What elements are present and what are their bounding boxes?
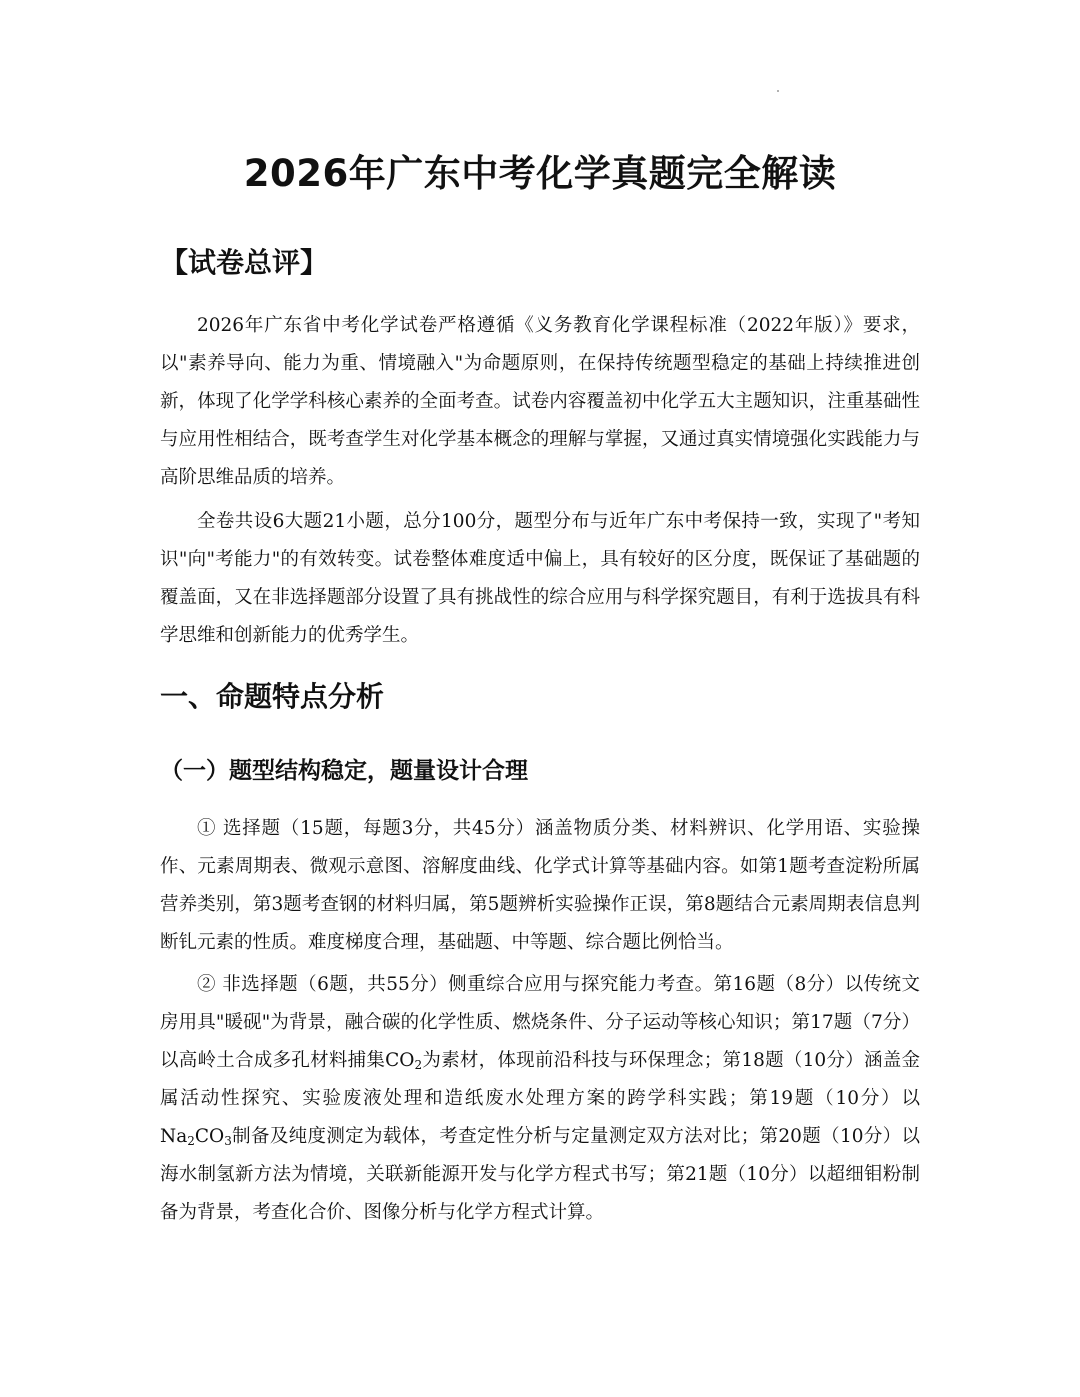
page-title: 2026年广东中考化学真题完全解读 [243,152,837,195]
item-non-choice [160,966,920,1232]
item-non-choice-text-3: CO [194,1126,225,1147]
review-paragraph-2: 全卷共设6大题21小题，总分100分，题型分布与近年广东中考保持一致，实现了"考知识"向"考能力"的有效转变。试卷整体难度适中偏上，具有较好的区分度，既保证了基础题的覆盖面，又在非选择题部分设置了具有挑战性的综合应用与科学探究题目，有利于选拔具有科学思维和创新能力的优秀学生。 [160,511,920,646]
review-heading: 【试卷总评】 [160,246,329,279]
review-paragraph-1: 2026年广东省中考化学试卷严格遵循《义务教育化学课程标准（2022年版）》要求，以"素养导向、能力为重、情境融入"为命题原则，在保持传统题型稳定的基础上持续推进创新，体现了化学学科核心素养的全面考查。试卷内容覆盖初中化学五大主题知识，注重基础性与应用性相结合，既考查学生对化学基本概念的理解与掌握，又通过真实情境强化实践能力与高阶思维品质的培养。 [160,315,920,488]
scan-speck [777,90,779,92]
item-multiple-choice: ① 选择题（15题，每题3分，共45分）涵盖物质分类、材料辨识、化学用语、实验操作、元素周期表、微观示意图、溶解度曲线、化学式计算等基础内容。如第1题考查淀粉所属营养类别，第3题考查钢的材料归属，第5题辨析实验操作正误，第8题结合元素周期表信息判断钆元素的性质。难度梯度合理，基础题、中等题、综合题比例恰当。 [160,818,920,953]
section-heading: 一、命题特点分析 [160,680,385,713]
na-subscript: 2 [187,1134,195,1148]
co2-subscript: 2 [414,1058,423,1072]
item-non-choice-text-2: 为素材，体现前沿科技与环保理念；第18题（10分）涵盖金属活动性探究、实验废液处理和造纸废水处理方案的跨学科实践；第19题（10分）以Na [160,1050,920,1147]
co3-subscript: 3 [224,1134,232,1148]
item-non-choice-text-4: 制备及纯度测定为载体，考查定性分析与定量测定双方法对比；第20题（10分）以海水制氢新方法为情境，关联新能源开发与化学方程式书写；第21题（10分）以超细钼粉制备为背景，考查化合价、图像分析与化学方程式计算。 [160,1126,920,1223]
item-non-choice-text-1: ② 非选择题（6题，共55分）侧重综合应用与探究能力考查。第16题（8分）以传统文房用具"暖砚"为背景，融合碳的化学性质、燃烧条件、分子运动等核心知识；第17题（7分）以高岭土合成多孔材料捕集CO [160,974,920,1071]
subsection-heading: （一）题型结构稳定，题量设计合理 [160,758,528,784]
